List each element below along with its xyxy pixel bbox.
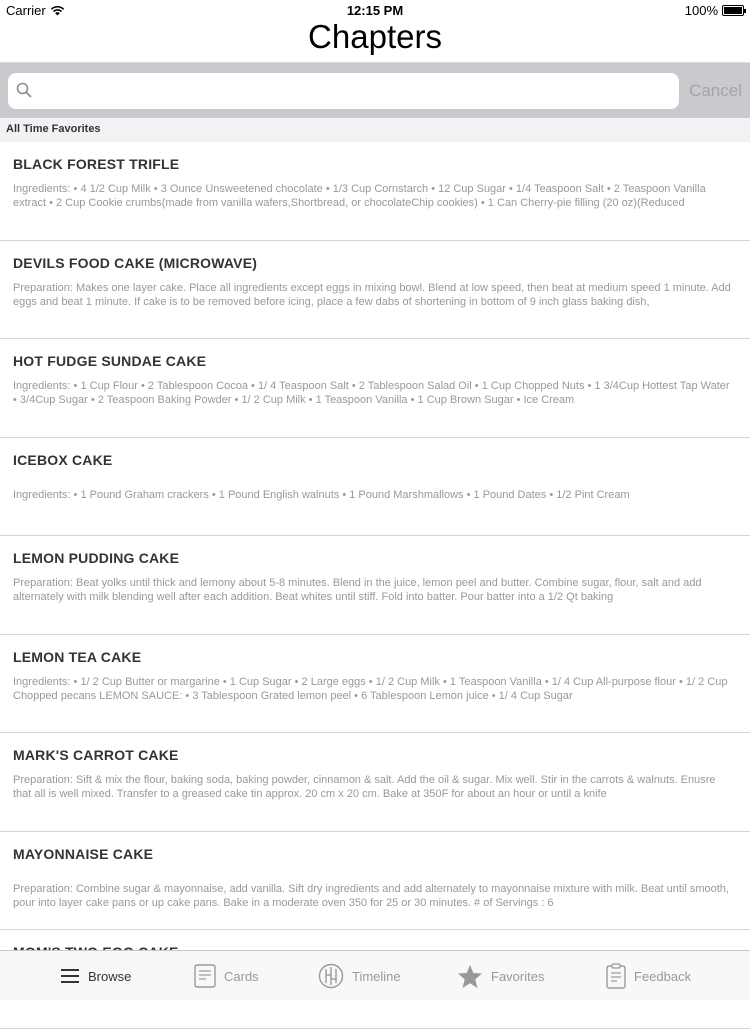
section-header-label: All Time Favorites — [6, 123, 101, 135]
recipe-name: ICEBOX CAKE — [13, 451, 113, 468]
recipe-name: BLACK FOREST TRIFLE — [13, 156, 180, 172]
recipe-name: LEMON PUDDING CAKE — [13, 550, 180, 566]
page-title: Chapters — [308, 18, 442, 55]
recipe-list[interactable] — [0, 142, 750, 950]
list-item[interactable] — [0, 635, 750, 734]
recipe-description: Preparation: Makes one layer cake. Place all ingredients except eggs in mixing bowl. Blend at low speed, then beat at medium speed 1 minute. Add eggs and beat 1 minute. If cake is to be removed before icing, place a few dabs of shortening in bottom of 9 inch glass baking dish, — [13, 281, 731, 308]
list-item[interactable] — [0, 832, 750, 931]
clipboard-icon — [606, 963, 626, 989]
search-bar — [0, 62, 750, 118]
list-item[interactable] — [0, 438, 750, 537]
recipe-name: MAYONNAISE CAKE — [13, 845, 154, 862]
tab-browse[interactable] — [60, 951, 131, 1001]
battery-icon — [722, 5, 744, 16]
tab-feedback[interactable] — [606, 951, 691, 1001]
star-icon — [457, 964, 483, 989]
list-item[interactable] — [0, 536, 750, 635]
search-input[interactable] — [40, 79, 670, 103]
carrier-label: Carrier — [6, 3, 46, 18]
recipe-description: Preparation: Beat yolks until thick and lemony about 5-8 minutes. Blend in the juice, lemon peel and butter. Combine sugar, flour, salt and add alternately with milk blending well after each addition. Beat whites until stiff. Fold into batter. Pour batter into a 1/2 Qt baking — [13, 577, 702, 603]
tab-timeline-label: Timeline — [352, 968, 401, 984]
list-item[interactable] — [0, 142, 750, 241]
tab-favorites-label: Favorites — [491, 968, 545, 984]
recipe-name: DEVILS FOOD CAKE (MICROWAVE) — [13, 254, 258, 271]
tab-cards[interactable] — [194, 951, 259, 1001]
clock: 12:15 PM — [346, 3, 404, 18]
search-field[interactable] — [8, 73, 679, 109]
battery-indicator — [685, 3, 744, 18]
list-icon — [60, 968, 80, 984]
tab-favorites[interactable] — [457, 951, 544, 1001]
recipe-description: Ingredients: • 1 Pound Graham crackers • 1 Pound English walnuts • 1 Pound Marshmallows • 1 Pound Dates • 1/2 Pint Cream — [13, 488, 630, 501]
section-header — [0, 118, 750, 142]
recipe-description: Preparation: Combine sugar & mayonnaise, add vanilla. Sift dry ingredients and add alternately to mayonnaise mixture with milk. Beat until smooth, pour into layer cake pans or up cake pans. Bake in a moderate oven 350 for 25 or 30 minutes. # of Servings : 6 — [13, 882, 729, 909]
list-item[interactable] — [0, 733, 750, 832]
list-item[interactable] — [0, 339, 750, 438]
recipe-description: Ingredients: • 4 1/2 Cup Milk • 3 Ounce Unsweetened chocolate • 1/3 Cup Cornstarch • 12 Cup Sugar • 1/4 Teaspoon Salt • 2 Teaspoon Vanilla extract • 2 Cup Cookie crumbs(made from vanilla wafers,Shortbread, or chocolateChip cookies) • 1 Can Cherry-pie filling (20 oz)(Reduced — [13, 183, 706, 209]
recipe-name: HOT FUDGE SUNDAE CAKE — [13, 353, 207, 369]
recipe-description: Ingredients: • 1/ 2 Cup Butter or margarine • 1 Cup Sugar • 2 Large eggs • 1/ 2 Cup Milk • 1 Teaspoon Vanilla • 1/ 4 Cup All-purpose flour • 1/ 2 Cup Chopped pecans LEMON SAUCE: • 3 Tablespoon Grated lemon peel • 6 Tablespoon Lemon juice • 1/ 4 Cup Sugar — [13, 675, 728, 702]
recipe-name: MARK'S CARROT CAKE — [13, 747, 179, 763]
battery-percent: 100% — [684, 3, 718, 18]
tab-cards-label: Cards — [224, 968, 259, 984]
recipe-name: LEMON TEA CAKE — [13, 648, 142, 665]
list-item[interactable] — [0, 241, 750, 340]
search-icon — [16, 82, 32, 98]
tab-feedback-label: Feedback — [634, 968, 692, 984]
cancel-button[interactable]: Cancel — [689, 81, 742, 100]
recipe-description: Preparation: Sift & mix the flour, baking soda, baking powder, cinnamon & salt. Add the oil & sugar. Mix well. Stir in the carrots & walnuts. Enusre that all is well mixed. Transfer to a greased cake tin approx. 20 cm x 20 cm. Bake at 350F for about an hour or until a knife — [13, 774, 716, 800]
cards-icon — [194, 964, 216, 988]
recipe-description: Ingredients: • 1 Cup Flour • 2 Tablespoon Cocoa • 1/ 4 Teaspoon Salt • 2 Tablespoon Salad Oil • 1 Cup Chopped Nuts • 1 3/4Cup Hottest Tap Water • 3/4Cup Sugar • 2 Teaspoon Baking Powder • 1/ 2 Cup Milk • 1 Teaspoon Vanilla • 1 Cup Brown Sugar • Ice Cream — [13, 380, 730, 406]
tab-timeline[interactable] — [318, 951, 401, 1001]
tab-browse-label: Browse — [88, 968, 132, 984]
tab-bar — [0, 950, 750, 1000]
timeline-icon — [318, 963, 344, 989]
